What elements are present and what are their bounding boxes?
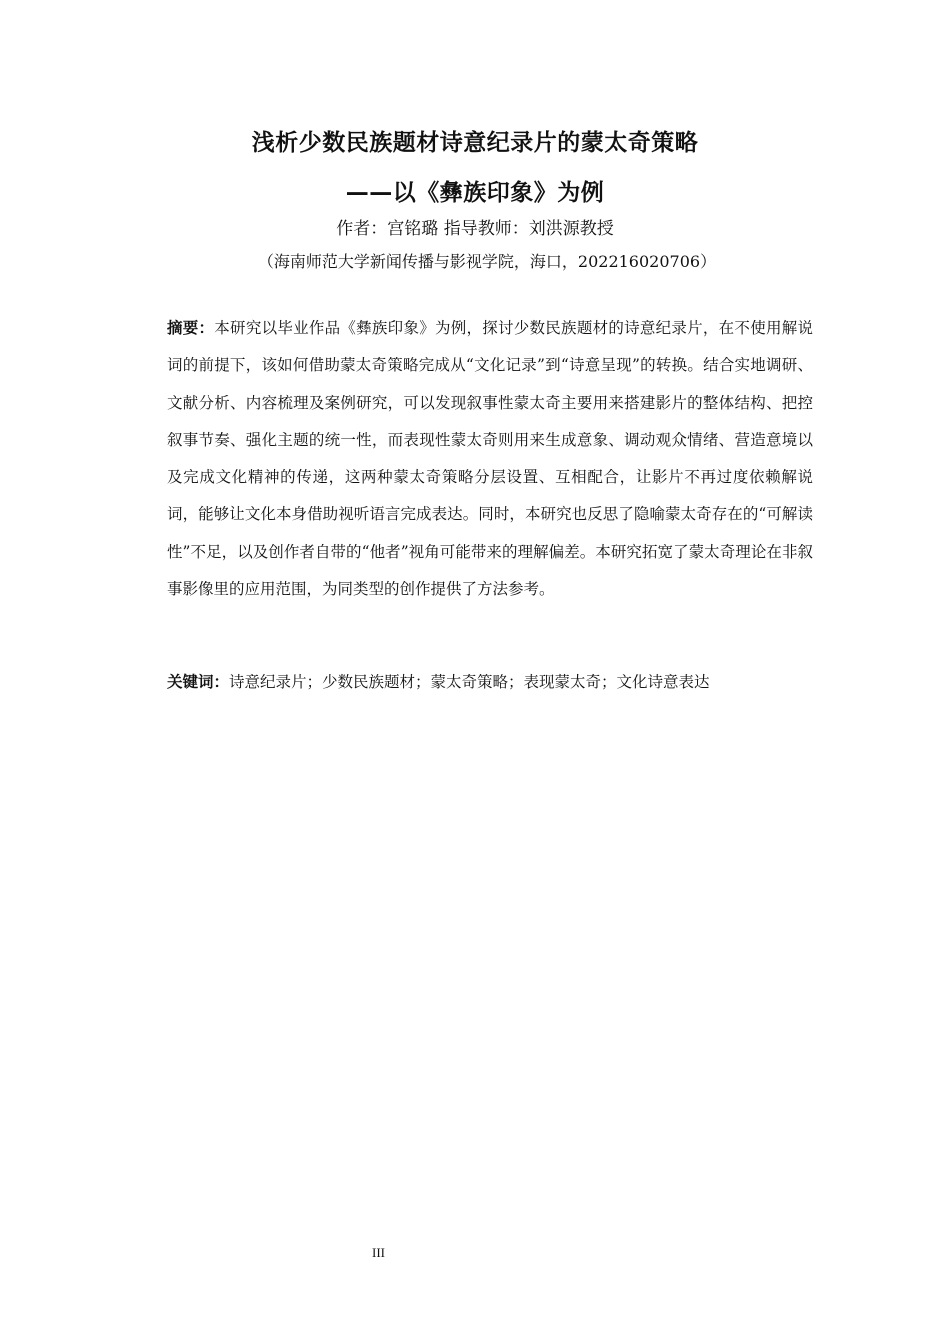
- page-number: III: [372, 1245, 385, 1260]
- abstract-paragraph: [167, 310, 813, 608]
- keywords-text: 诗意纪录片；少数民族题材；蒙太奇策略；表现蒙太奇；文化诗意表达: [229, 673, 710, 691]
- paper-title: 浅析少数民族题材诗意纪录片的蒙太奇策略: [251, 130, 699, 156]
- author-line: 作者：宫铭璐 指导教师：刘洪源教授: [336, 219, 614, 239]
- abstract-text: 本研究以毕业作品《彝族印象》为例，探讨少数民族题材的诗意纪录片，在不使用解说词的前提下，该如何借助蒙太奇策略完成从“文化记录”到“诗意呈现”的转换。结合实地调研、文献分析、内容梳理及案例研究，可以发现叙事性蒙太奇主要用来搭建影片的整体结构、把控叙事节奏、强化主题的统一性，而表现性蒙太奇则用来生成意象、调动观众情绪、营造意境以及完成文化精神的传递，这两种蒙太奇策略分层设置、互相配合，让影片不再过度依赖解说词，能够让文化本身借助视听语言完成表达。同时，本研究也反思了隐喻蒙太奇存在的“可解读性”不足，以及创作者自带的“他者”视角可能带来的理解偏差。本研究拓宽了蒙太奇理论在非叙事影像里的应用范围，为同类型的创作提供了方法参考。: [167, 319, 813, 599]
- abstract-label: 摘要：: [167, 319, 215, 337]
- paper-subtitle: ——以《彝族印象》为例: [345, 180, 605, 206]
- keywords-line: [167, 670, 813, 694]
- affiliation-line: （海南师范大学新闻传播与影视学院，海口，202216020706）: [257, 252, 717, 271]
- keywords-label: 关键词：: [167, 673, 230, 691]
